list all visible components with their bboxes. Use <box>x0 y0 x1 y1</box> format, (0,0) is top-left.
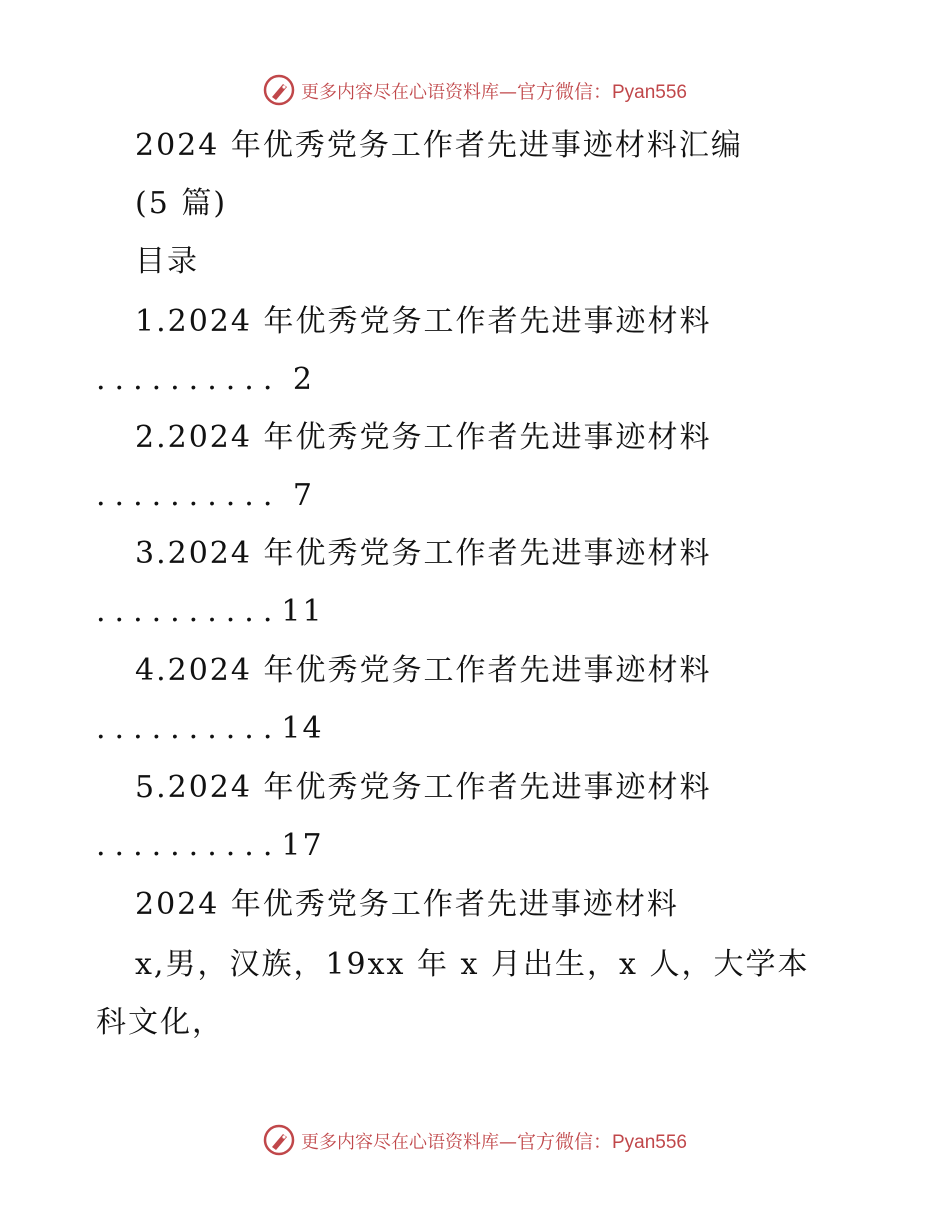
toc-leader-3 <box>96 592 324 632</box>
toc-dots: .......... <box>96 711 282 746</box>
toc-page-number: 7 <box>281 478 314 513</box>
toc-entry-5[interactable]: 5.2024 年优秀党务工作者先进事迹材料 <box>135 770 712 805</box>
section-title: 2024 年优秀党务工作者先进事迹材料 <box>135 887 679 922</box>
header-watermark-banner <box>0 70 950 110</box>
toc-leader-4 <box>96 709 324 749</box>
toc-page-number: 17 <box>281 828 324 863</box>
toc-page-number: 11 <box>281 594 324 629</box>
toc-page-number: 2 <box>281 362 314 397</box>
toc-entry-1[interactable]: 1.2024 年优秀党务工作者先进事迹材料 <box>135 304 712 339</box>
toc-entry-2[interactable]: 2.2024 年优秀党务工作者先进事迹材料 <box>135 420 712 455</box>
toc-dots: .......... <box>96 828 282 863</box>
banner-text: 更多内容尽在心语资料库 <box>300 1131 499 1153</box>
toc-entry-4[interactable]: 4.2024 年优秀党务工作者先进事迹材料 <box>135 653 712 688</box>
banner-text: 更多内容尽在心语资料库 <box>300 81 499 103</box>
pen-nib-logo-icon <box>263 74 295 106</box>
toc-leader-5 <box>96 826 324 866</box>
banner-separator: — <box>498 81 517 103</box>
toc-dots: .......... <box>96 594 282 629</box>
banner-contact: 官方微信：Pyan556 <box>516 81 687 103</box>
pen-nib-logo-icon <box>263 1124 295 1156</box>
toc-heading: 目录 <box>135 244 199 279</box>
document-title: 2024 年优秀党务工作者先进事迹材料汇编 <box>135 128 743 163</box>
banner-contact: 官方微信：Pyan556 <box>516 1131 687 1153</box>
toc-leader-2 <box>96 476 314 516</box>
toc-leader-1 <box>96 360 314 400</box>
toc-dots: .......... <box>96 362 282 397</box>
footer-watermark-banner <box>0 1120 950 1160</box>
toc-page-number: 14 <box>281 711 324 746</box>
document-subtitle: (5 篇) <box>135 186 228 221</box>
body-paragraph-line: x,男，汉族，19xx 年 x 月出生，x 人，大学本 <box>135 947 810 982</box>
body-paragraph-line: 科文化， <box>96 1005 224 1040</box>
toc-entry-3[interactable]: 3.2024 年优秀党务工作者先进事迹材料 <box>135 536 712 571</box>
toc-dots: .......... <box>96 478 282 513</box>
banner-separator: — <box>498 1131 517 1153</box>
